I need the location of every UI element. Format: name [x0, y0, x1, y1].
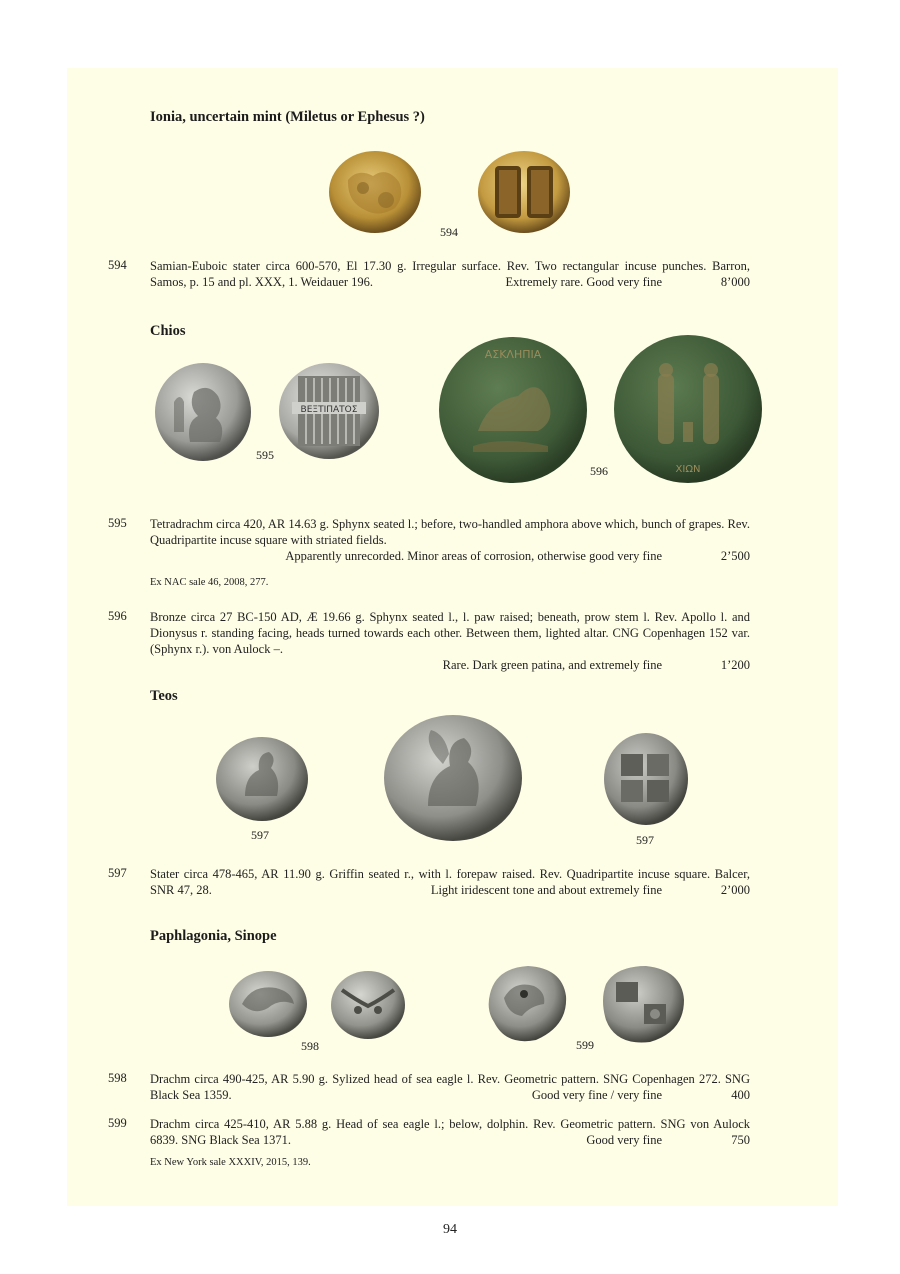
coin-599-reverse-image: [600, 964, 688, 1046]
lot-provenance-595: Ex NAC sale 46, 2008, 277.: [150, 577, 269, 588]
lot-number-597: 597: [108, 866, 127, 880]
section-heading-ionia: Ionia, uncertain mint (Miletus or Ephesus ?): [150, 109, 425, 125]
caption-596: 596: [590, 464, 608, 478]
lot-text-598: Drachm circa 490-425, AR 5.90 g. Sylized head of sea eagle l. Rev. Geometric pattern. SNG Copenhagen 272. SNG Black Sea 1359.: [150, 1072, 750, 1102]
lot-number-596: 596: [108, 609, 127, 623]
lot-price-595: 2’500: [720, 549, 750, 563]
section-heading-teos: Teos: [150, 688, 178, 704]
lot-number-599: 599: [108, 1116, 127, 1130]
lot-description-597: [150, 866, 750, 898]
caption-598: 598: [301, 1039, 319, 1053]
lot-number-598: 598: [108, 1071, 127, 1085]
lot-number-595: 595: [108, 516, 127, 530]
lot-grade-599: Good very fine: [586, 1133, 662, 1147]
lot-text-599: Drachm circa 425-410, AR 5.88 g. Head of sea eagle l.; below, dolphin. Rev. Geometric pattern. SNG von Aulock 6839. SNG Black Sea 1371.: [150, 1117, 750, 1147]
lot-grade-597: Light iridescent tone and about extremely fine: [430, 883, 662, 897]
coin-596-reverse-legend: ΧΙΩΝ: [675, 464, 701, 475]
caption-597-left: 597: [251, 828, 269, 842]
lot-grade-598: Good very fine / very fine: [531, 1088, 662, 1102]
lot-price-598: 400: [731, 1088, 750, 1102]
lot-grade-596: Rare. Dark green patina, and extremely fine: [442, 658, 662, 672]
lot-text-594: Samian-Euboic stater circa 600-570, El 17.30 g. Irregular surface. Rev. Two rectangular incuse punches. Barron, Samos, p. 15 and pl. XXX, 1. Weidauer 196.: [150, 259, 750, 289]
lot-price-599: 750: [731, 1133, 750, 1147]
caption-594: 594: [440, 225, 458, 239]
lot-text-597: Stater circa 478-465, AR 11.90 g. Griffin seated r., with l. forepaw raised. Rev. Quadripartite incuse square. Balcer, SNR 47, 28.: [150, 867, 750, 897]
coin-596-obverse-image: [438, 336, 588, 484]
coin-596-legend: ΑΣΚΛΗΠΙΑ: [484, 348, 542, 361]
coin-599-obverse-image: [484, 964, 570, 1044]
section-heading-chios: Chios: [150, 323, 186, 339]
coin-595-reverse-image: [278, 362, 380, 460]
caption-599: 599: [576, 1038, 594, 1052]
coin-597-obverse-image: [215, 736, 309, 822]
coin-597-reverse-image: [603, 732, 689, 826]
coin-598-obverse-image: [228, 970, 308, 1038]
lot-provenance-599: Ex New York sale XXXIV, 2015, 139.: [150, 1157, 311, 1168]
lot-description-596: [150, 609, 750, 673]
lot-price-597: 2’000: [720, 883, 750, 897]
lot-description-598: [150, 1071, 750, 1103]
section-heading-sinope: Paphlagonia, Sinope: [150, 928, 277, 944]
lot-text-595: Tetradrachm circa 420, AR 14.63 g. Sphynx seated l.; before, two-handled amphora above which, bunch of grapes. Rev. Quadripartite incuse square with striated fields.: [150, 517, 750, 547]
coin-597-obverse-enlarged-image: [383, 714, 523, 842]
lot-description-595: [150, 516, 750, 564]
lot-grade-594: Extremely rare. Good very fine: [505, 275, 662, 289]
lot-text-596: Bronze circa 27 BC-150 AD, Æ 19.66 g. Sphynx seated l., l. paw raised; beneath, prow stem l. Rev. Apollo l. and Dionysus r. standing facing, heads turned towards each other. Between them, lighted altar. CNG Copenhagen 152 var. (Sphynx r.). von Aulock –.: [150, 610, 750, 656]
coin-594-obverse-image: [328, 150, 423, 234]
coin-595-legend: ΒΕΞΤΙΠΑΤΟΣ: [300, 405, 358, 415]
page-number: 94: [443, 1222, 457, 1237]
lot-description-594: [150, 258, 750, 290]
lot-number-594: 594: [108, 258, 127, 272]
caption-597-right: 597: [636, 833, 654, 847]
coin-596-reverse-image: [613, 334, 763, 484]
lot-price-594: 8’000: [720, 275, 750, 289]
lot-description-599: [150, 1116, 750, 1148]
coin-598-reverse-image: [330, 970, 406, 1040]
lot-grade-595: Apparently unrecorded. Minor areas of corrosion, otherwise good very fine: [285, 549, 662, 563]
lot-price-596: 1’200: [720, 658, 750, 672]
coin-594-reverse-image: [477, 150, 572, 234]
caption-595: 595: [256, 448, 274, 462]
coin-595-obverse-image: [154, 362, 252, 462]
